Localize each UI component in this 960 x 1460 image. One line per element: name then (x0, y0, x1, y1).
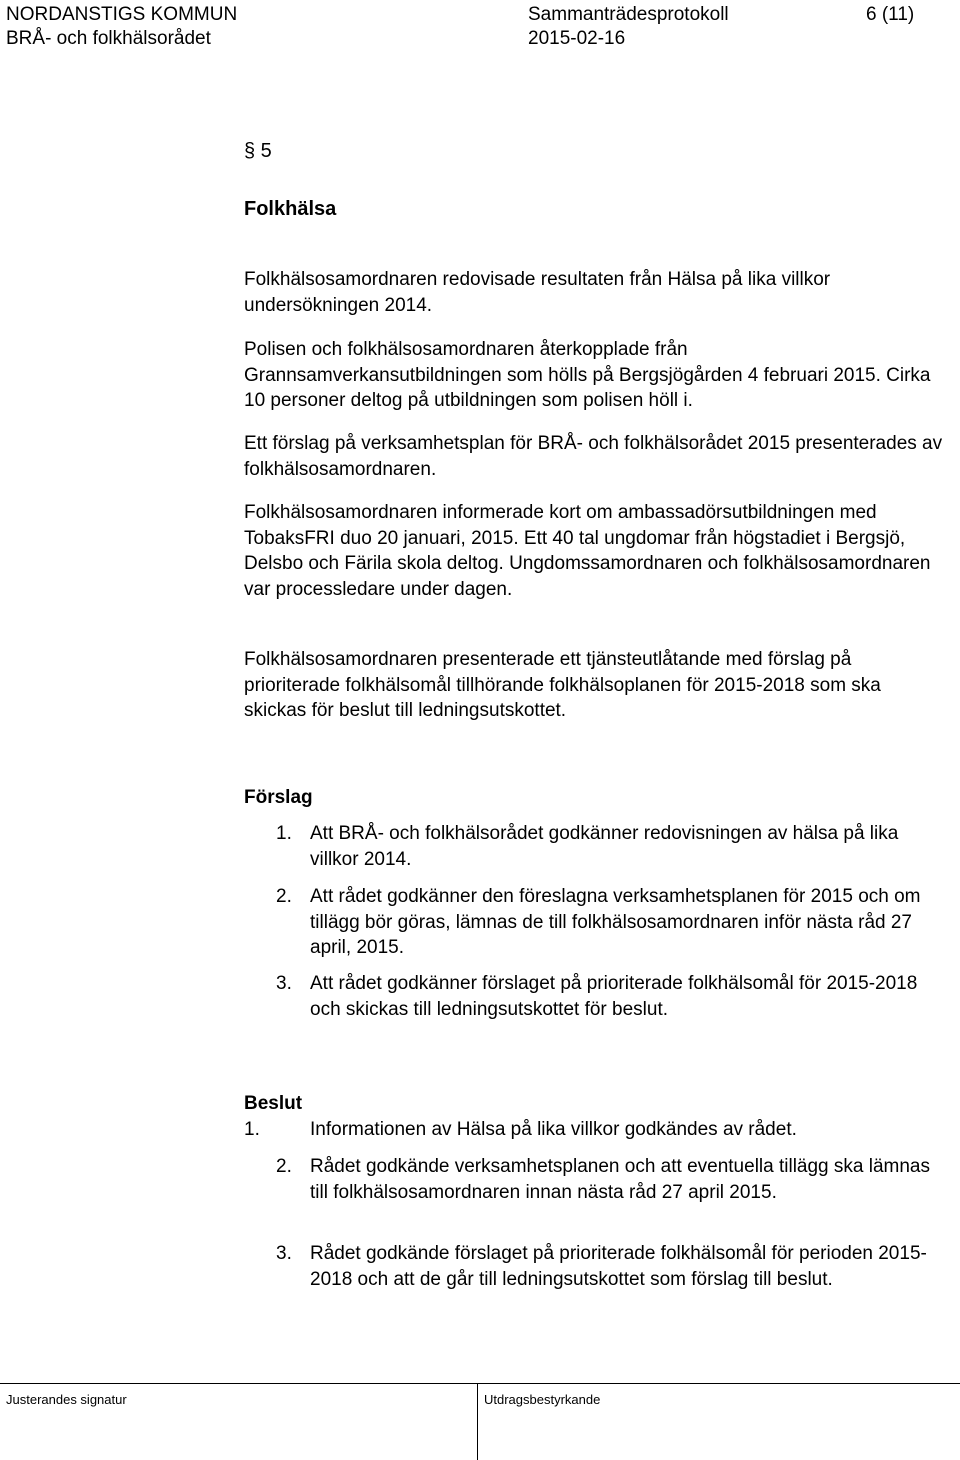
paragraph-4: Folkhälsosamordnaren informerade kort om ambassadörsutbildningen med TobaksFRI duo 20 januari, 2015. Ett 40 tal ungdomar från högstadiet i Bergsjö, Delsbo och Färila skola deltog. Ungdomssamordnaren och folkhälsosamordnaren var processledare under dagen. (244, 502, 931, 600)
forslag-item-1 (276, 821, 936, 872)
beslut-heading: Beslut (244, 1093, 303, 1114)
utdragsbestyrkande-label: Utdragsbestyrkande (484, 1392, 601, 1407)
beslut-item-text: Informationen av Hälsa på lika villkor godkändes av rådet. (310, 1119, 797, 1140)
header-page-number: 6 (11) (866, 4, 915, 25)
beslut-item-1 (244, 1117, 904, 1143)
forslag-item-number: 1. (276, 823, 292, 844)
paragraph-1: Folkhälsosamordnaren redovisade resultaten från Hälsa på lika villkor undersökningen 2014. (244, 269, 831, 316)
footer-divider (477, 1384, 478, 1460)
header-doc-type: Sammanträdesprotokoll (528, 4, 729, 25)
header-date: 2015-02-16 (528, 28, 626, 49)
forslag-item-text: Att rådet godkänner den föreslagna verksamhetsplanen för 2015 och om tillägg bör göras, lämnas de till folkhälsosamordnaren inför nästa råd 27 april, 2015. (310, 886, 921, 958)
beslut-item-number: 2. (276, 1156, 292, 1177)
forslag-item-number: 2. (276, 886, 292, 907)
beslut-item-3 (276, 1241, 936, 1292)
forslag-heading: Förslag (244, 787, 313, 808)
beslut-item-text: Rådet godkände förslaget på prioriterade folkhälsomål för perioden 2015-2018 och att de går till ledningsutskottet som förslag till beslut. (310, 1243, 927, 1290)
beslut-item-text: Rådet godkände verksamhetsplanen och att eventuella tillägg ska lämnas till folkhälsosamordnaren innan nästa råd 27 april 2015. (310, 1156, 930, 1203)
section-number: § 5 (244, 140, 272, 162)
forslag-item-text: Att BRÅ- och folkhälsorådet godkänner redovisningen av hälsa på lika villkor 2014. (310, 823, 899, 870)
beslut-item-number: 1. (244, 1119, 260, 1140)
forslag-item-3 (276, 971, 936, 1022)
paragraph-5: Folkhälsosamordnaren presenterade ett tjänsteutlåtande med förslag på prioriterade folkhälsomål tillhörande folkhälsoplanen för 2015-2018 som ska skickas för beslut till ledningsutskottet. (244, 649, 881, 721)
forslag-item-number: 3. (276, 973, 292, 994)
beslut-item-number: 3. (276, 1243, 292, 1264)
forslag-item-2 (276, 884, 936, 961)
paragraph-3: Ett förslag på verksamhetsplan för BRÅ- och folkhälsorådet 2015 presenterades av folkhälsosamordnaren. (244, 433, 943, 480)
signature-footer (0, 1383, 960, 1460)
justerandes-signatur-label: Justerandes signatur (6, 1392, 127, 1407)
beslut-item-2 (276, 1154, 936, 1205)
header-dept: BRÅ- och folkhälsorådet (6, 28, 211, 49)
section-title: Folkhälsa (244, 198, 337, 220)
header-org: NORDANSTIGS KOMMUN (6, 4, 238, 25)
forslag-item-text: Att rådet godkänner förslaget på prioriterade folkhälsomål för 2015-2018 och skickas till ledningsutskottet för beslut. (310, 973, 918, 1020)
paragraph-2: Polisen och folkhälsosamordnaren återkopplade från Grannsamverkansutbildningen som hölls på Bergsjögården 4 februari 2015. Cirka 10 personer deltog på utbildningen som polisen höll i. (244, 339, 931, 411)
